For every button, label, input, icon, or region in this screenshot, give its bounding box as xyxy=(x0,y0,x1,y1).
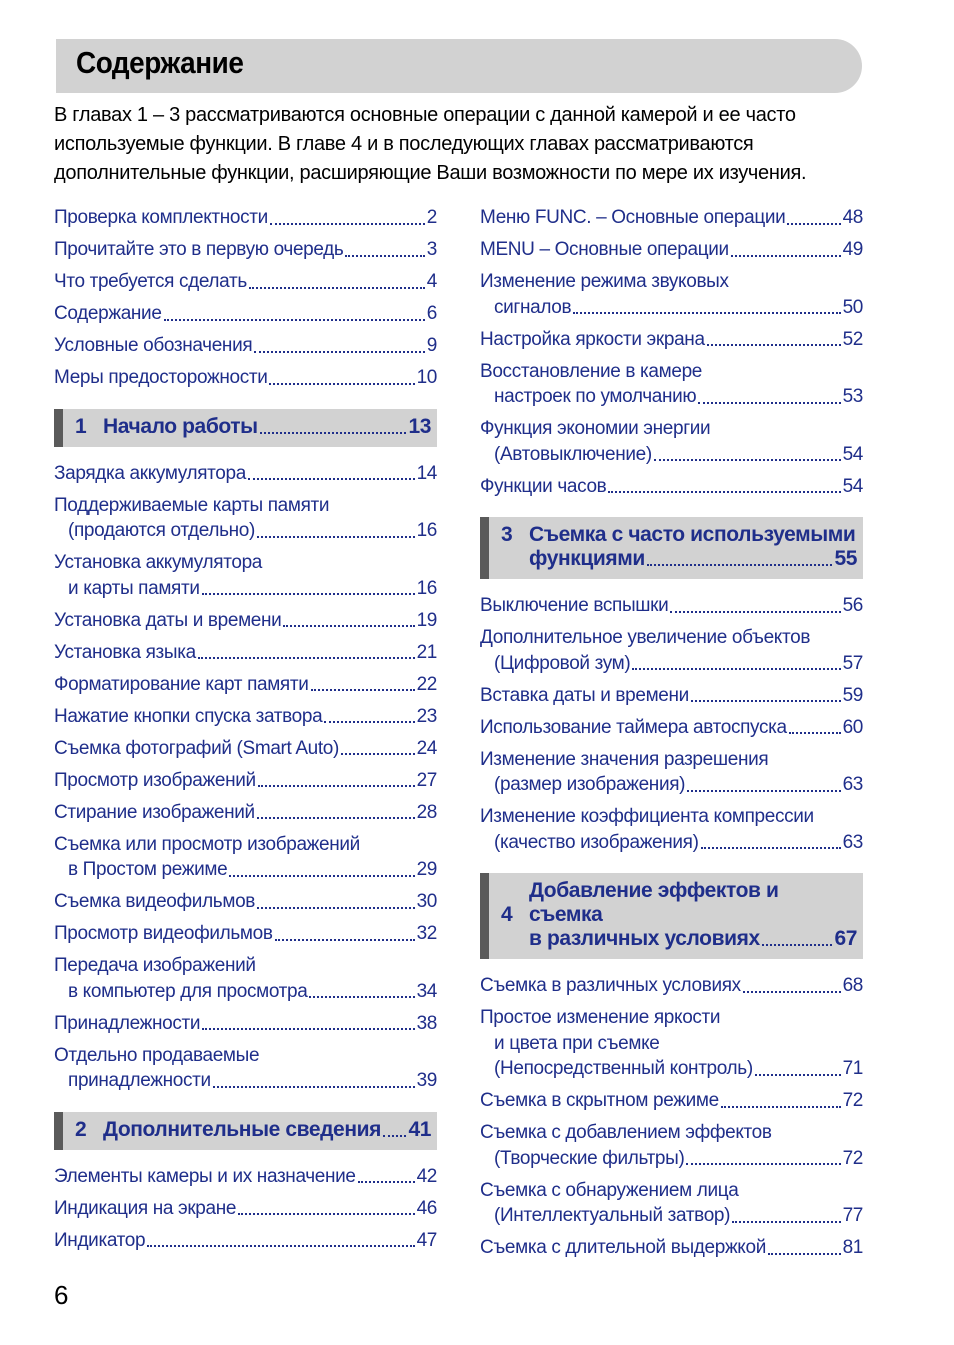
toc-entry[interactable] xyxy=(480,1120,863,1171)
leader-dots xyxy=(260,432,407,434)
toc-entry[interactable] xyxy=(480,1005,863,1082)
toc-entry[interactable] xyxy=(54,333,437,359)
toc-entry[interactable] xyxy=(54,365,437,391)
toc-entry-page: 16 xyxy=(416,577,437,599)
toc-entry-text: Просмотр изображений xyxy=(54,769,256,791)
leader-dots xyxy=(787,223,840,225)
toc-entry-page: 29 xyxy=(416,859,437,880)
leader-dots xyxy=(248,478,415,480)
toc-entry-page: 54 xyxy=(842,475,863,497)
toc-entry-text: Индикатор xyxy=(54,1229,146,1251)
toc-entry[interactable] xyxy=(480,237,863,263)
leader-dots xyxy=(309,996,414,998)
leader-dots xyxy=(698,402,840,404)
toc-entry[interactable] xyxy=(54,550,437,601)
toc-entry-page: 50 xyxy=(842,296,863,318)
leader-dots xyxy=(257,907,415,909)
leader-dots xyxy=(345,255,424,257)
toc-entry[interactable] xyxy=(480,1088,863,1114)
leader-dots xyxy=(164,319,425,321)
leader-dots xyxy=(254,351,425,353)
toc-entry[interactable] xyxy=(54,800,437,826)
toc-entry[interactable] xyxy=(480,747,863,798)
toc-entry[interactable] xyxy=(54,493,437,544)
toc-entry-text: в Простом режиме xyxy=(68,859,228,880)
toc-entry[interactable] xyxy=(54,672,437,698)
toc-entry-page: 57 xyxy=(842,652,863,674)
toc-entry[interactable] xyxy=(54,953,437,1004)
toc-entry-page: 9 xyxy=(426,335,437,356)
toc-entry[interactable] xyxy=(54,889,437,915)
toc-entry[interactable] xyxy=(54,736,437,762)
leader-dots xyxy=(762,944,833,946)
leader-dots xyxy=(654,459,841,461)
leader-dots xyxy=(213,1086,415,1088)
toc-entry-page: 32 xyxy=(416,923,437,944)
toc-entry-text: Содержание xyxy=(54,303,162,324)
toc-left-column xyxy=(54,205,437,1260)
toc-entry-page: 63 xyxy=(842,831,863,853)
toc-entry-page: 21 xyxy=(416,641,437,663)
toc-entry[interactable] xyxy=(480,359,863,410)
toc-entry-page: 30 xyxy=(416,891,437,912)
toc-entry-text: Что требуется сделать xyxy=(54,271,247,292)
toc-entry[interactable] xyxy=(54,205,437,231)
toc-entry-text: Простое изменение яркости xyxy=(480,1007,721,1028)
toc-entry[interactable] xyxy=(480,1235,863,1261)
leader-dots xyxy=(257,817,415,819)
leader-dots xyxy=(147,1245,414,1247)
leader-dots xyxy=(275,939,415,941)
leader-dots xyxy=(238,1213,414,1215)
leader-dots xyxy=(731,255,841,257)
toc-group xyxy=(480,593,863,855)
toc-entry[interactable] xyxy=(54,704,437,730)
toc-entry-text: Функции часов xyxy=(480,475,607,497)
toc-entry[interactable] xyxy=(54,1043,437,1094)
leader-dots xyxy=(632,668,840,670)
toc-entry-page: 53 xyxy=(842,386,863,407)
section-title-line2: функциями xyxy=(529,547,645,570)
leader-dots xyxy=(789,732,841,734)
toc-entry[interactable] xyxy=(480,205,863,231)
toc-group xyxy=(480,205,863,499)
toc-group xyxy=(54,205,437,391)
section-header-3[interactable] xyxy=(480,517,863,579)
section-header-4[interactable] xyxy=(480,873,863,959)
toc-entry-text: Съемка фотографий (Smart Auto) xyxy=(54,737,339,759)
toc-entry-text: Поддерживаемые карты памяти xyxy=(54,494,330,516)
section-number: 1 xyxy=(75,414,87,438)
toc-right-column xyxy=(480,205,863,1267)
section-title-line1: Съемка с часто используемыми xyxy=(529,523,856,546)
leader-dots xyxy=(691,700,841,702)
toc-entry-page: 22 xyxy=(416,673,437,695)
toc-entry-text: Просмотр видеофильмов xyxy=(54,923,273,944)
toc-entry-text: Восстановление в камере xyxy=(480,360,703,382)
toc-entry-page: 38 xyxy=(416,1012,437,1034)
toc-entry[interactable] xyxy=(480,804,863,855)
toc-entry[interactable] xyxy=(480,1178,863,1229)
toc-entry-text: Установка аккумулятора xyxy=(54,552,262,573)
section-title-line1: Добавление эффектов и съемка xyxy=(528,879,779,926)
toc-entry[interactable] xyxy=(480,269,863,320)
toc-entry-page: 28 xyxy=(416,801,437,823)
toc-entry-text: Нажатие кнопки спуска затвора xyxy=(54,705,323,727)
leader-dots xyxy=(701,847,841,849)
toc-entry-page: 54 xyxy=(842,443,863,465)
toc-entry-text: Элементы камеры и их назначение xyxy=(54,1165,356,1187)
toc-entry-text: (продаются отдельно) xyxy=(68,520,255,541)
toc-entry-text: Передача изображений xyxy=(54,955,256,976)
toc-entry[interactable] xyxy=(480,625,863,676)
toc-entry-page: 10 xyxy=(416,367,437,388)
leader-dots xyxy=(269,383,414,385)
toc-entry-text: принадлежности xyxy=(68,1070,211,1091)
toc-entry-page: 34 xyxy=(416,980,437,1002)
toc-entry-page: 81 xyxy=(842,1237,863,1258)
toc-entry-page: 42 xyxy=(416,1165,437,1187)
section-page: 67 xyxy=(834,927,857,950)
toc-entry-page: 63 xyxy=(842,774,863,795)
toc-entry-page: 4 xyxy=(426,271,437,292)
toc-entry-text: Меню FUNC. – Основные операции xyxy=(480,207,786,228)
toc-entry-text: Установка даты и времени xyxy=(54,609,282,631)
toc-entry-text: Отдельно продаваемые xyxy=(54,1044,260,1066)
toc-entry-text: MENU – Основные операции xyxy=(480,239,729,260)
leader-dots xyxy=(608,491,840,493)
toc-entry-page: 23 xyxy=(416,705,437,727)
toc-entry-page: 49 xyxy=(842,239,863,260)
toc-entry-text: Изменение режима звуковых xyxy=(480,271,729,292)
toc-entry-text: (Цифровой зум) xyxy=(494,652,631,674)
toc-entry-text: Вставка даты и времени xyxy=(480,684,689,706)
intro-paragraph: В главах 1 – 3 рассматриваются основные операции с данной камерой и ее часто используемые функции. В главе 4 и в последующих главах рассматриваются дополнительные функции, расширяющие Ваши возможности по мере их изучения. xyxy=(54,104,807,184)
toc-entry[interactable] xyxy=(54,1228,437,1254)
toc-entry-text: Форматирование карт памяти xyxy=(54,673,309,695)
leader-dots xyxy=(202,1028,414,1030)
toc-entry-page: 24 xyxy=(416,737,437,759)
toc-entry-text: (Творческие фильтры) xyxy=(494,1147,685,1169)
toc-entry-page: 16 xyxy=(416,520,437,541)
toc-entry-text: Использование таймера автоспуска xyxy=(480,716,787,738)
toc-entry-page: 46 xyxy=(416,1197,437,1219)
toc-entry-page: 19 xyxy=(416,609,437,631)
leader-dots xyxy=(743,991,841,993)
toc-entry-text: Изменение значения разрешения xyxy=(480,748,769,770)
toc-entry-page: 2 xyxy=(426,207,437,228)
toc-entry-text: Меры предосторожности xyxy=(54,367,268,388)
leader-dots xyxy=(647,564,833,566)
section-page: 13 xyxy=(408,414,431,438)
leader-dots xyxy=(258,785,415,787)
section-header-1[interactable] xyxy=(54,409,437,447)
toc-entry-text: Съемка с добавлением эффектов xyxy=(480,1122,772,1143)
toc-entry-text: Принадлежности xyxy=(54,1012,201,1034)
leader-dots xyxy=(573,312,840,314)
toc-entry[interactable] xyxy=(54,301,437,327)
section-number: 4 xyxy=(501,903,513,926)
toc-entry-text: Съемка или просмотр изображений xyxy=(54,833,360,855)
toc-entry-page: 52 xyxy=(842,328,863,350)
toc-entry-text: сигналов xyxy=(494,296,572,318)
toc-entry-page: 3 xyxy=(426,239,437,260)
toc-entry-page: 27 xyxy=(416,769,437,791)
leader-dots xyxy=(687,790,840,792)
toc-entry-text: в компьютер для просмотра xyxy=(68,980,308,1002)
toc-entry-text: Выключение вспышки xyxy=(480,595,669,616)
toc-entry[interactable] xyxy=(54,1011,437,1037)
toc-entry-page: 56 xyxy=(842,595,863,616)
toc-entry-text: Прочитайте это в первую очередь xyxy=(54,239,344,260)
leader-dots xyxy=(686,1163,840,1165)
toc-group xyxy=(54,461,437,1094)
leader-dots xyxy=(229,875,414,877)
toc-entry-page: 6 xyxy=(426,303,437,324)
section-page: 55 xyxy=(834,547,857,570)
toc-entry-text: Съемка с обнаружением лица xyxy=(480,1179,739,1201)
section-title-line2: в различных условиях xyxy=(529,927,760,950)
leader-dots xyxy=(670,611,840,613)
toc-group xyxy=(480,973,863,1261)
section-title: Дополнительные сведения xyxy=(103,1117,381,1141)
toc-entry-text: (размер изображения) xyxy=(494,774,686,795)
toc-entry[interactable] xyxy=(480,715,863,741)
toc-entry-text: Съемка с длительной выдержкой xyxy=(480,1237,766,1258)
leader-dots xyxy=(721,1106,841,1108)
leader-dots xyxy=(202,593,415,595)
toc-entry-text: Зарядка аккумулятора xyxy=(54,462,246,484)
toc-entry-page: 77 xyxy=(842,1205,863,1226)
leader-dots xyxy=(358,1181,415,1183)
toc-entry-text: Установка языка xyxy=(54,641,196,663)
leader-dots xyxy=(732,1221,840,1223)
leader-dots xyxy=(270,223,425,225)
toc-entry[interactable] xyxy=(480,327,863,353)
toc-entry-text: и карты памяти xyxy=(68,577,200,599)
toc-entry-page: 48 xyxy=(842,207,863,228)
toc-entry-text: Функция экономии энергии xyxy=(480,418,711,439)
leader-dots xyxy=(383,1135,406,1137)
section-number: 2 xyxy=(75,1117,87,1141)
leader-dots xyxy=(755,1074,841,1076)
toc-entry[interactable] xyxy=(480,593,863,619)
page-title: Содержание xyxy=(76,45,244,80)
leader-dots xyxy=(341,753,415,755)
toc-entry[interactable] xyxy=(54,640,437,666)
toc-entry-text: Настройка яркости экрана xyxy=(480,328,705,350)
leader-dots xyxy=(249,287,425,289)
title-bar xyxy=(56,39,862,93)
page-number: 6 xyxy=(54,1280,69,1310)
toc-entry-page: 72 xyxy=(842,1147,863,1169)
leader-dots xyxy=(311,689,415,691)
toc-entry[interactable] xyxy=(54,608,437,634)
toc-entry[interactable] xyxy=(54,237,437,263)
toc-entry-text: Индикация на экране xyxy=(54,1197,237,1219)
toc-entry-text: Съемка в скрытном режиме xyxy=(480,1090,719,1111)
toc-entry-page: 60 xyxy=(842,716,863,738)
section-number: 3 xyxy=(501,523,513,546)
toc-entry-text: Проверка комплектности xyxy=(54,207,268,228)
leader-dots xyxy=(198,657,415,659)
section-title: Начало работы xyxy=(103,414,258,438)
toc-entry-text: (Интеллектуальный затвор) xyxy=(494,1205,731,1226)
section-header-2[interactable] xyxy=(54,1112,437,1150)
toc-entry-text: Изменение коэффициента компрессии xyxy=(480,806,814,827)
toc-entry-text: (Непосредственный контроль) xyxy=(494,1058,753,1079)
toc-entry-page: 39 xyxy=(416,1070,437,1091)
toc-entry-text: (Автовыключение) xyxy=(494,443,652,465)
toc-entry[interactable] xyxy=(54,461,437,487)
toc-entry[interactable] xyxy=(480,973,863,999)
toc-entry-page: 71 xyxy=(842,1058,863,1079)
toc-entry-text: Стирание изображений xyxy=(54,801,255,823)
toc-entry-page: 59 xyxy=(842,684,863,706)
leader-dots xyxy=(283,625,414,627)
leader-dots xyxy=(257,536,415,538)
toc-entry-page: 68 xyxy=(842,975,863,996)
toc-entry[interactable] xyxy=(480,474,863,500)
toc-entry-text: Съемка видеофильмов xyxy=(54,891,256,912)
toc-entry[interactable] xyxy=(54,1196,437,1222)
toc-entry-page: 14 xyxy=(416,462,437,484)
leader-dots xyxy=(324,721,414,723)
toc-entry-text: и цвета при съемке xyxy=(494,1032,660,1054)
toc-entry[interactable] xyxy=(480,683,863,709)
toc-entry[interactable] xyxy=(54,832,437,883)
toc-entry-text: (качество изображения) xyxy=(494,831,699,853)
leader-dots xyxy=(768,1253,841,1255)
toc-entry-text: Съемка в различных условиях xyxy=(480,975,741,996)
toc-entry[interactable] xyxy=(54,921,437,947)
leader-dots xyxy=(707,344,841,346)
toc-entry-text: Условные обозначения xyxy=(54,335,253,356)
toc-entry[interactable] xyxy=(54,768,437,794)
toc-group xyxy=(54,1164,437,1254)
toc-entry[interactable] xyxy=(54,1164,437,1190)
toc-entry-text: настроек по умолчанию xyxy=(494,386,697,407)
section-page: 41 xyxy=(408,1117,431,1141)
toc-entry-page: 72 xyxy=(842,1090,863,1111)
toc-entry[interactable] xyxy=(480,416,863,467)
toc-entry-text: Дополнительное увеличение объектов xyxy=(480,627,811,648)
toc-entry[interactable] xyxy=(54,269,437,295)
toc-entry-page: 47 xyxy=(416,1229,437,1251)
